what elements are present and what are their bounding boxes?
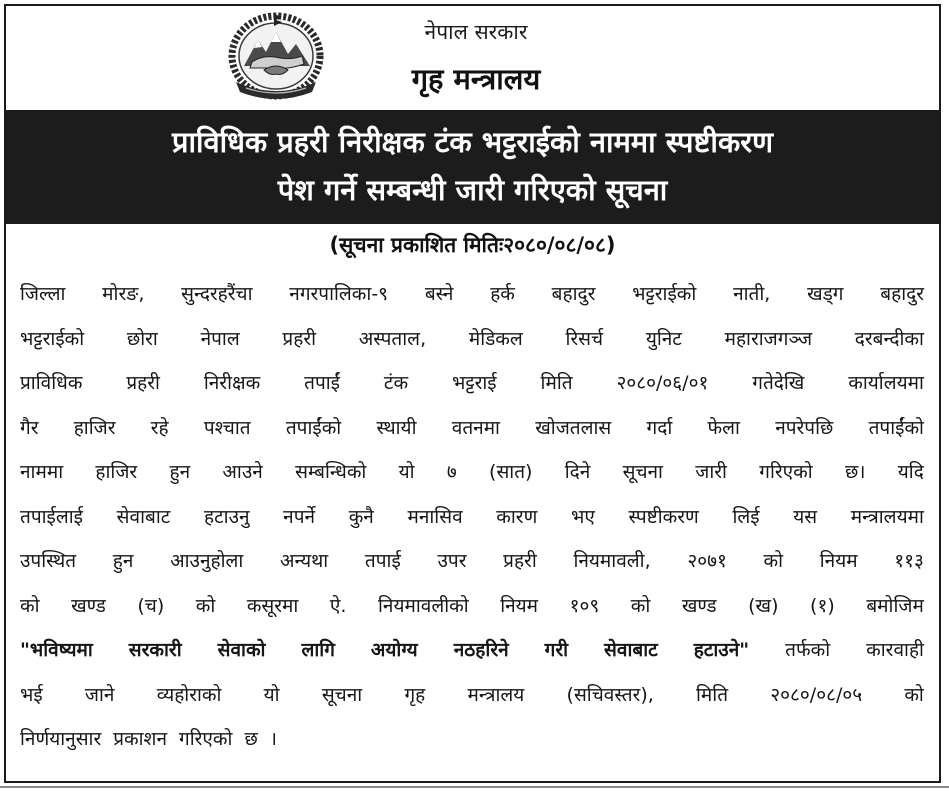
body-word: यदि: [897, 461, 924, 483]
body-word: व्यहोराको: [156, 683, 222, 706]
body-word: छ: [244, 728, 258, 750]
body-word: तपाई: [364, 550, 401, 572]
page-bottom-rule: [0, 786, 949, 788]
body-word: कुनै: [348, 505, 374, 528]
notice-title-line-2: पेश गर्ने सम्बन्धी जारी गरिएको सूचना: [277, 173, 668, 207]
body-word: कारवाही: [866, 639, 924, 661]
body-word: गरिएको: [179, 728, 233, 750]
body-word: को: [195, 594, 216, 617]
body-line: [20, 450, 924, 495]
body-word: नेपाल: [200, 327, 240, 350]
body-word: (च): [137, 594, 165, 617]
body-word: वतनमा: [451, 416, 500, 439]
body-word: यो: [398, 461, 415, 483]
notice-title-line-1: प्राविधिक प्रहरी निरीक्षक टंक भट्टराईको नाममा स्पष्टीकरण: [171, 125, 774, 159]
body-line: [20, 495, 924, 540]
body-line: [20, 406, 924, 451]
body-word: तर्फको: [785, 639, 831, 661]
body-word: उपर: [437, 550, 467, 572]
body-word: मोरङ,: [102, 283, 145, 305]
body-word: मनासिव: [407, 505, 463, 528]
body-word: छोरा: [126, 327, 158, 350]
body-word: बस्ने: [424, 283, 454, 305]
body-word: गतेदेखि: [752, 372, 805, 394]
body-word: निरीक्षक: [203, 372, 261, 394]
body-word: (सचिवस्तर),: [566, 683, 654, 706]
body-word: नियमावलीको: [377, 594, 469, 617]
body-word: अयोग्य: [370, 639, 418, 661]
body-word: बहादुर: [880, 283, 924, 305]
body-word: सरकारी: [128, 639, 182, 661]
body-word: मन्त्रालयमा: [850, 505, 924, 528]
notice-frame: [4, 4, 941, 783]
body-word: पश्चात: [203, 416, 251, 439]
body-word: हुन: [112, 550, 134, 572]
body-word: "भविष्यमा: [20, 639, 93, 661]
body-word: हुन: [169, 461, 191, 483]
body-word: २०८०/०६/०१: [616, 372, 709, 394]
body-line: [20, 717, 924, 762]
body-word: जारी: [695, 461, 727, 483]
body-word: खोजतलास: [535, 416, 612, 439]
body-word: हटाउनु: [203, 505, 250, 528]
body-word: प्रकाशन: [113, 728, 168, 750]
body-word: भए: [570, 505, 595, 528]
body-word: २०७१: [687, 550, 727, 572]
body-word: भट्टराईको: [632, 283, 697, 305]
body-word: खण्ड: [681, 594, 717, 617]
body-word: महाराजगञ्ज: [724, 327, 813, 350]
body-word: २०८०/०८/०५: [770, 683, 863, 706]
body-line: [20, 317, 924, 362]
body-word: नपर्ने: [283, 505, 316, 528]
body-word: ।: [269, 728, 277, 750]
body-word: नाती,: [733, 283, 771, 305]
body-word: तपाईंको: [868, 416, 924, 439]
body-word: को: [630, 594, 651, 617]
body-word: दरबन्दीका: [854, 327, 924, 350]
ministry-name: गृह मन्त्रालय: [411, 62, 541, 96]
body-word: गरिएको: [759, 461, 813, 483]
body-word: युनिट: [645, 327, 682, 350]
body-line: [20, 361, 924, 406]
body-word: ऐ.: [329, 594, 347, 617]
body-word: उपस्थित: [20, 550, 77, 572]
body-word: गर्दा: [646, 416, 673, 439]
government-name: नेपाल सरकार: [424, 20, 528, 44]
body-word: (ख): [748, 594, 779, 617]
body-word: फेला: [707, 416, 740, 439]
body-line: [20, 673, 924, 718]
body-word: अन्यथा: [280, 550, 329, 572]
body-word: (१): [810, 594, 835, 617]
body-word: प्रहरी: [503, 550, 537, 572]
body-word: आउने: [222, 461, 263, 483]
body-word: मन्त्रालय: [467, 683, 525, 706]
body-word: नगरपालिका-९: [289, 283, 389, 305]
body-word: मिति: [540, 372, 573, 394]
body-word: (सात): [489, 461, 533, 483]
body-word: हाजिर: [73, 416, 116, 439]
body-word: सूचना: [622, 461, 663, 483]
body-line: [20, 539, 924, 584]
body-word: को: [20, 594, 40, 617]
body-word: सेवाबाट: [604, 639, 658, 661]
body-word: यस: [793, 505, 818, 528]
body-word: सूचना: [321, 683, 363, 706]
publication-date: (सूचना प्रकाशित मितिः२०८०/०८/०८): [329, 233, 616, 257]
body-word: को: [763, 550, 784, 572]
body-word: यो: [263, 683, 280, 706]
body-word: नठहरिने: [453, 639, 509, 661]
body-word: ७: [446, 461, 457, 483]
body-word: मिति: [696, 683, 729, 706]
body-word: प्रहरी: [126, 372, 160, 394]
body-word: १०९: [569, 594, 600, 617]
body-word: स्पष्टीकरण: [628, 505, 699, 528]
body-word: सुन्दरहरैंचा: [181, 283, 253, 305]
body-word: गैर: [20, 416, 39, 439]
notice-title-band: [6, 110, 939, 224]
body-word: नियमावली,: [573, 550, 651, 572]
body-word: हटाउने": [693, 639, 750, 661]
body-word: कार्यालयमा: [848, 372, 924, 394]
body-word: स्थायी: [376, 416, 417, 439]
body-word: ११३: [894, 550, 924, 572]
notice-body: [20, 272, 924, 762]
body-word: प्रहरी: [282, 327, 317, 350]
body-word: नियम: [500, 594, 539, 617]
body-word: बहादुर: [551, 283, 596, 305]
body-word: रिसर्च: [565, 327, 604, 350]
body-word: कसूरमा: [246, 594, 299, 617]
body-word: तपाईलाई: [20, 505, 84, 528]
body-word: तपाईं: [304, 372, 340, 394]
body-word: बमोजिम: [866, 594, 924, 617]
body-word: हर्क: [490, 283, 515, 305]
body-word: गृह: [404, 683, 426, 706]
body-word: नाममा: [20, 461, 64, 483]
body-word: मेडिकल: [468, 327, 523, 350]
body-word: कारण: [496, 505, 538, 528]
body-word: खण्ड: [71, 594, 106, 617]
body-word: लागि: [301, 639, 335, 661]
body-word: तपाईंको: [285, 416, 342, 439]
body-word: प्राविधिक: [20, 372, 83, 394]
body-word: जाने: [84, 683, 115, 706]
body-word: निर्णयानुसार: [20, 728, 102, 750]
body-word: सेवाबाट: [116, 505, 171, 528]
body-line: [20, 628, 924, 673]
body-word: जिल्ला: [20, 283, 66, 305]
body-word: गरी: [544, 639, 569, 661]
body-word: हाजिर: [95, 461, 138, 483]
body-word: अस्पताल,: [358, 327, 427, 350]
body-word: भट्टराई: [451, 372, 497, 394]
body-word: नपरेपछि: [775, 416, 834, 439]
body-line: [20, 272, 924, 317]
body-word: भई: [20, 683, 43, 706]
body-word: सम्बन्धिको: [295, 461, 367, 483]
body-word: रहे: [150, 416, 169, 439]
body-word: सेवाको: [217, 639, 266, 661]
body-word: टंक: [383, 372, 409, 394]
body-word: दिने: [564, 461, 591, 483]
body-word: आउनुहोला: [170, 550, 244, 572]
body-word: खड्ग: [807, 283, 844, 305]
body-word: छ।: [844, 461, 866, 483]
body-line: [20, 584, 924, 629]
body-word: लिई: [732, 505, 760, 528]
body-word: नियम: [819, 550, 858, 572]
body-word: भट्टराईको: [20, 327, 85, 350]
body-word: को: [904, 683, 924, 706]
